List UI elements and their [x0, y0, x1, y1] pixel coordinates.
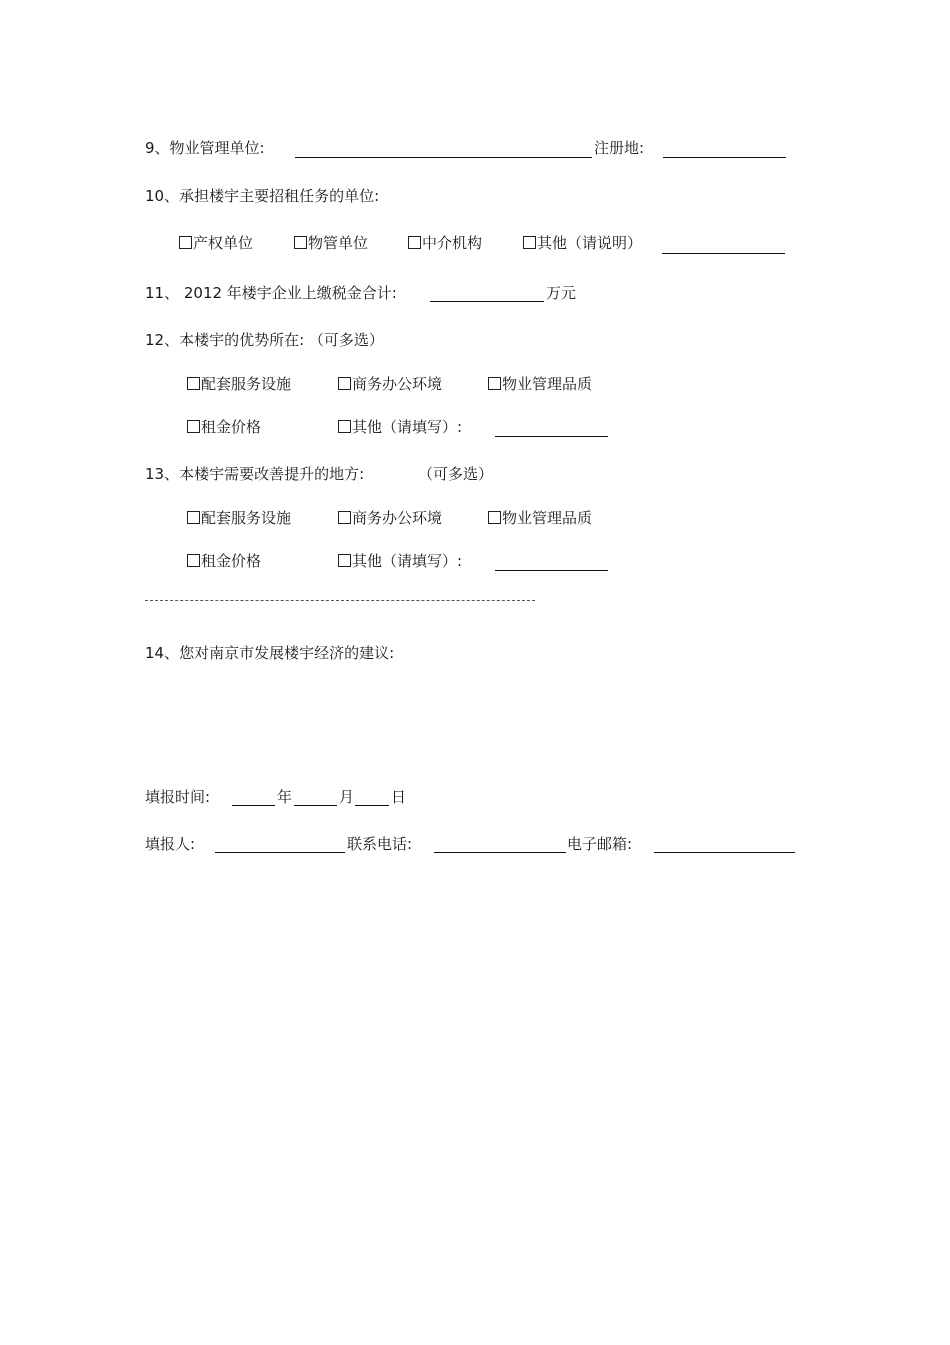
year-field[interactable]	[232, 805, 275, 806]
email-field[interactable]	[654, 852, 795, 853]
q11-label: 11、 2012 年楼宇企业上缴税金合计:	[145, 284, 397, 302]
registered-address-field[interactable]	[663, 157, 786, 158]
email-label: 电子邮箱:	[567, 835, 633, 853]
q12-other-field[interactable]	[495, 436, 608, 437]
checkbox-icon[interactable]	[523, 236, 536, 249]
q13-option-management-quality[interactable]: 物业管理品质	[488, 508, 592, 528]
year-label: 年	[277, 788, 293, 806]
checkbox-icon[interactable]	[488, 377, 501, 390]
checkbox-icon[interactable]	[187, 554, 200, 567]
q10-option-other[interactable]: 其他（请说明）	[523, 233, 642, 253]
q10-other-field[interactable]	[662, 253, 785, 254]
checkbox-icon[interactable]	[408, 236, 421, 249]
q10-option-property-management[interactable]: 物管单位	[294, 233, 368, 253]
checkbox-icon[interactable]	[179, 236, 192, 249]
filler-label: 填报人:	[145, 835, 196, 853]
day-label: 日	[391, 788, 407, 806]
q12-option-other[interactable]: 其他（请填写）:	[338, 417, 462, 437]
q10-label: 10、承担楼宇主要招租任务的单位:	[145, 187, 380, 205]
dashed-divider	[145, 600, 535, 601]
q9-registered-address-label: 注册地:	[594, 139, 645, 157]
month-label: 月	[339, 788, 355, 806]
filler-field[interactable]	[215, 852, 345, 853]
q10-option-agency[interactable]: 中介机构	[408, 233, 482, 253]
q12-label: 12、本楼宇的优势所在: （可多选）	[145, 331, 384, 349]
checkbox-icon[interactable]	[338, 377, 351, 390]
q12-option-office-environment[interactable]: 商务办公环境	[338, 374, 442, 394]
checkbox-icon[interactable]	[187, 377, 200, 390]
q12-option-management-quality[interactable]: 物业管理品质	[488, 374, 592, 394]
q13-option-services[interactable]: 配套服务设施	[187, 508, 291, 528]
q11-unit: 万元	[546, 284, 577, 302]
q9-label: 9、物业管理单位:	[145, 139, 265, 157]
checkbox-icon[interactable]	[294, 236, 307, 249]
day-field[interactable]	[355, 805, 389, 806]
q13-label: 13、本楼宇需要改善提升的地方:	[145, 465, 365, 483]
tax-total-field[interactable]	[430, 301, 544, 302]
q13-note: （可多选）	[418, 465, 494, 483]
fill-date-label: 填报时间:	[145, 788, 211, 806]
phone-field[interactable]	[434, 852, 566, 853]
month-field[interactable]	[294, 805, 337, 806]
q13-other-field[interactable]	[495, 570, 608, 571]
checkbox-icon[interactable]	[488, 511, 501, 524]
q13-option-rent-price[interactable]: 租金价格	[187, 551, 261, 571]
checkbox-icon[interactable]	[338, 420, 351, 433]
checkbox-icon[interactable]	[338, 511, 351, 524]
property-management-unit-field[interactable]	[295, 157, 592, 158]
phone-label: 联系电话:	[347, 835, 413, 853]
q13-option-office-environment[interactable]: 商务办公环境	[338, 508, 442, 528]
q14-label: 14、您对南京市发展楼宇经济的建议:	[145, 644, 395, 662]
checkbox-icon[interactable]	[338, 554, 351, 567]
checkbox-icon[interactable]	[187, 420, 200, 433]
checkbox-icon[interactable]	[187, 511, 200, 524]
q13-option-other[interactable]: 其他（请填写）:	[338, 551, 462, 571]
q10-option-owner[interactable]: 产权单位	[179, 233, 253, 253]
q12-option-services[interactable]: 配套服务设施	[187, 374, 291, 394]
q12-option-rent-price[interactable]: 租金价格	[187, 417, 261, 437]
